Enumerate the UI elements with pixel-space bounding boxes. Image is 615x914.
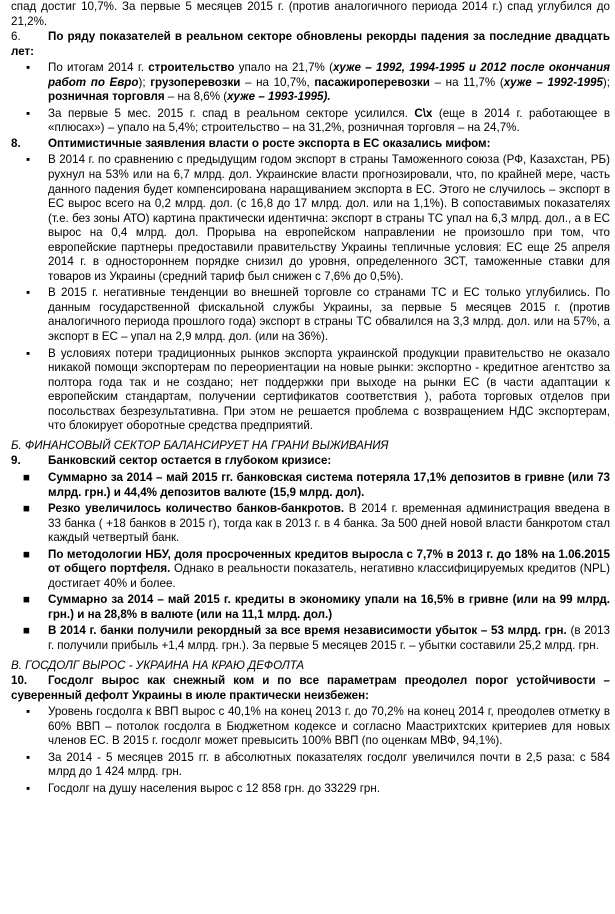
section-9-heading bbox=[11, 454, 610, 469]
section-8-heading bbox=[11, 137, 610, 152]
section-10-title: Госдолг вырос как снежный ком и по все параметрам преодолел порог устойчивости – суверенный дефолт Украины в июле практически неизбежен: bbox=[11, 674, 610, 702]
list-item: ■ Суммарно за 2014 – май 2015 гг. банковская система потеряла 17,1% депозитов в гривне (или 73 млрд. грн.) и 44,4% депозитов валюте (15,9 млрд. дол). bbox=[23, 470, 610, 499]
square-bullet-icon: ▪ bbox=[26, 106, 31, 120]
square-bullet-icon: ▪ bbox=[26, 705, 31, 719]
square-bullet-icon: ■ bbox=[23, 470, 31, 484]
section-10-number: 10. bbox=[11, 674, 28, 688]
section-6-number: 6. bbox=[11, 30, 21, 44]
list-item: ▪ За 2014 - 5 месяцев 2015 гг. в абсолютных показателях госдолг увеличился почти в 2,5 раза: с 584 млрд до 1 424 млрд. грн. bbox=[26, 750, 610, 779]
list-item: ■ В 2014 г. банки получили рекордный за все время независимости убыток – 53 млрд. грн. (в 2013 г. получили прибыль +1,4 млрд. грн.). За первые 5 месяцев 2015 г. – убытки составили 25,2 млрд. грн. bbox=[23, 624, 610, 652]
square-bullet-icon: ▪ bbox=[26, 286, 31, 300]
list-item: ■ По методологии НБУ, доля проcроченных кредитов выросла с 7,7% в 2013 г. до 18% на 1.06.2015 от общего портфеля. Однако в реальности показатель, негативно классифицируемых кредитов (NPL) достигает 40% и более. bbox=[23, 547, 610, 590]
square-bullet-icon: ▪ bbox=[26, 781, 31, 795]
square-bullet-icon: ■ bbox=[23, 624, 31, 638]
square-bullet-icon: ▪ bbox=[26, 61, 31, 75]
section-9-number: 9. bbox=[11, 454, 21, 468]
section-v-title: В. ГОСДОЛГ ВЫРОС - УКРАИНА НА КРАЮ ДЕФОЛТА bbox=[11, 658, 305, 672]
section-8-number: 8. bbox=[11, 136, 21, 150]
section-6-heading bbox=[11, 30, 610, 59]
square-bullet-icon: ■ bbox=[23, 593, 31, 607]
intro-paragraph: спад достиг 10,7%. За первые 5 месяцев 2015 г. (против аналогичного периода 2014 г.) спад углубился до 21,2%. bbox=[11, 0, 610, 28]
square-bullet-icon: ■ bbox=[23, 502, 31, 516]
square-bullet-icon: ■ bbox=[23, 547, 31, 561]
list-item: ▪ Уровень госдолга к ВВП вырос с 40,1% на конец 2013 г. до 70,2% на конец 2014 г, преодолев отметку в 60% ВВП – потолок госдолга в Бюджетном кодексе и согласно Маастрихтских критериев для новых членов ЕС. В 2015 г. госдолг может превысить 100% ВВП (по оценкам МВФ, 94,1%). bbox=[26, 705, 610, 748]
list-item: ▪ По итогам 2014 г. строительство упало на 21,7% (хуже – 1992, 1994-1995 и 2012 после окончания работ по Евро); грузоперевозки – на 10,7%, пасажироперевозки – на 11,7% (хуже – 1992-1995); розничная торговля – на 8,6% (хуже – 1993-1995). bbox=[26, 61, 611, 104]
section-b-title: Б. ФИНАНСОВЫЙ СЕКТОР БАЛАНСИРУЕТ НА ГРАНИ ВЫЖИВАНИЯ bbox=[11, 438, 389, 452]
list-item: ▪ За первые 5 мес. 2015 г. спад в реальном секторе усилился. С\х (еще в 2014 г. работающее в «плюсах») – упало на 5,4%; строительство – на 31,2%, розничная торговля – на 24,7%. bbox=[26, 106, 610, 135]
list-item: ▪ В 2015 г. негативные тенденции во внешней торговле со странами ТС и ЕС только углубились. По данным государственной фискальной службы Украины, за первые 5 месяцев 2015 г. (против аналогичного периода прошлого года) экспорт в страны ТС обвалился на 3,3 млрд. дол. или на 57%, а экспорт в ЕС – упал на 2,9 млрд. дол. (или на 36%). bbox=[26, 286, 610, 344]
list-item: ■ Суммарно за 2014 – май 2015 г. кредиты в экономику упали на 16,5% в гривне (или на 99 млрд. грн.) и на 28,8% в валюте (или на 11,1 млрд. дол.) bbox=[23, 593, 610, 621]
list-item: ▪ В условиях потери традиционных рынков экспорта украинской продукции правительство не оказало никакой помощи экспортерам по переориентации на новые рынки: экспортно - кредитное агентство за полтора года так и не создано; нет поддержки при выходе на рынки ЕС (в части адаптации к европейским стандартам, получении сертификатов соответствия ), работа торговых отделов при посольствах безрезультативна. При этом не решается проблема с возвращением НДС экспортерам, что блокирует оборотные средства предприятий. bbox=[26, 346, 610, 433]
square-bullet-icon: ▪ bbox=[26, 153, 31, 167]
section-9-title: Банковский сектор остается в глубоком кризисе: bbox=[48, 454, 332, 468]
section-6-title: По ряду показателей в реальном секторе обновлены рекорды падения за последние двадцать лет: bbox=[11, 30, 610, 58]
list-item: ▪ Госдолг на душу населения вырос с 12 858 грн. до 33229 грн. bbox=[26, 781, 380, 795]
section-10-heading bbox=[11, 674, 610, 703]
section-8-title: Оптимистичные заявления власти о росте экспорта в ЕС оказались мифом: bbox=[48, 136, 491, 150]
square-bullet-icon: ▪ bbox=[26, 750, 31, 764]
list-item: ▪ В 2014 г. по сравнению с предыдущим годом экспорт в страны Таможенного союза (РФ, Казахстан, РБ) рухнул на 53% или на 6,7 млрд. дол. Украинские власти прогнозировали, что, по крайней мере, часть данного падения будет компенсирована наращиванием экспорта в ЕС. Этого не случилось – экспорт в ЕС вырос всего на 0,2 млрд. дол. (с 16,8 до 17 млрд. дол. или на 1,1%). В сопоставимых показателях (т.е. без зоны АТО) картина практически идентична: экспорт в страны ТС упал на 6,3 млрд. дол., а в ЕС вырос на 0,4 млрд. дол. Прорыва на европейском направлении не произошло при том, что европейские партнеры предоставили правительству Украины тепличные условия: ЕС еще 25 апреля 2014 г. в одностороннем порядке снизил до уровня, определенного ЗСТ, таможенные ставки для товаров из Украины (средний тариф был снижен с 7,6% до 0,5%). bbox=[26, 153, 610, 283]
list-item: ■ Резко увеличилось количество банков-банкротов. В 2014 г. временная администрация введена в 33 банка ( +18 банков в 2015 г), тогда как в 2013 г. в 4 банка. За 500 дней новой власти банкротом стал каждый четвертый банк. bbox=[23, 502, 610, 545]
square-bullet-icon: ▪ bbox=[26, 346, 31, 360]
